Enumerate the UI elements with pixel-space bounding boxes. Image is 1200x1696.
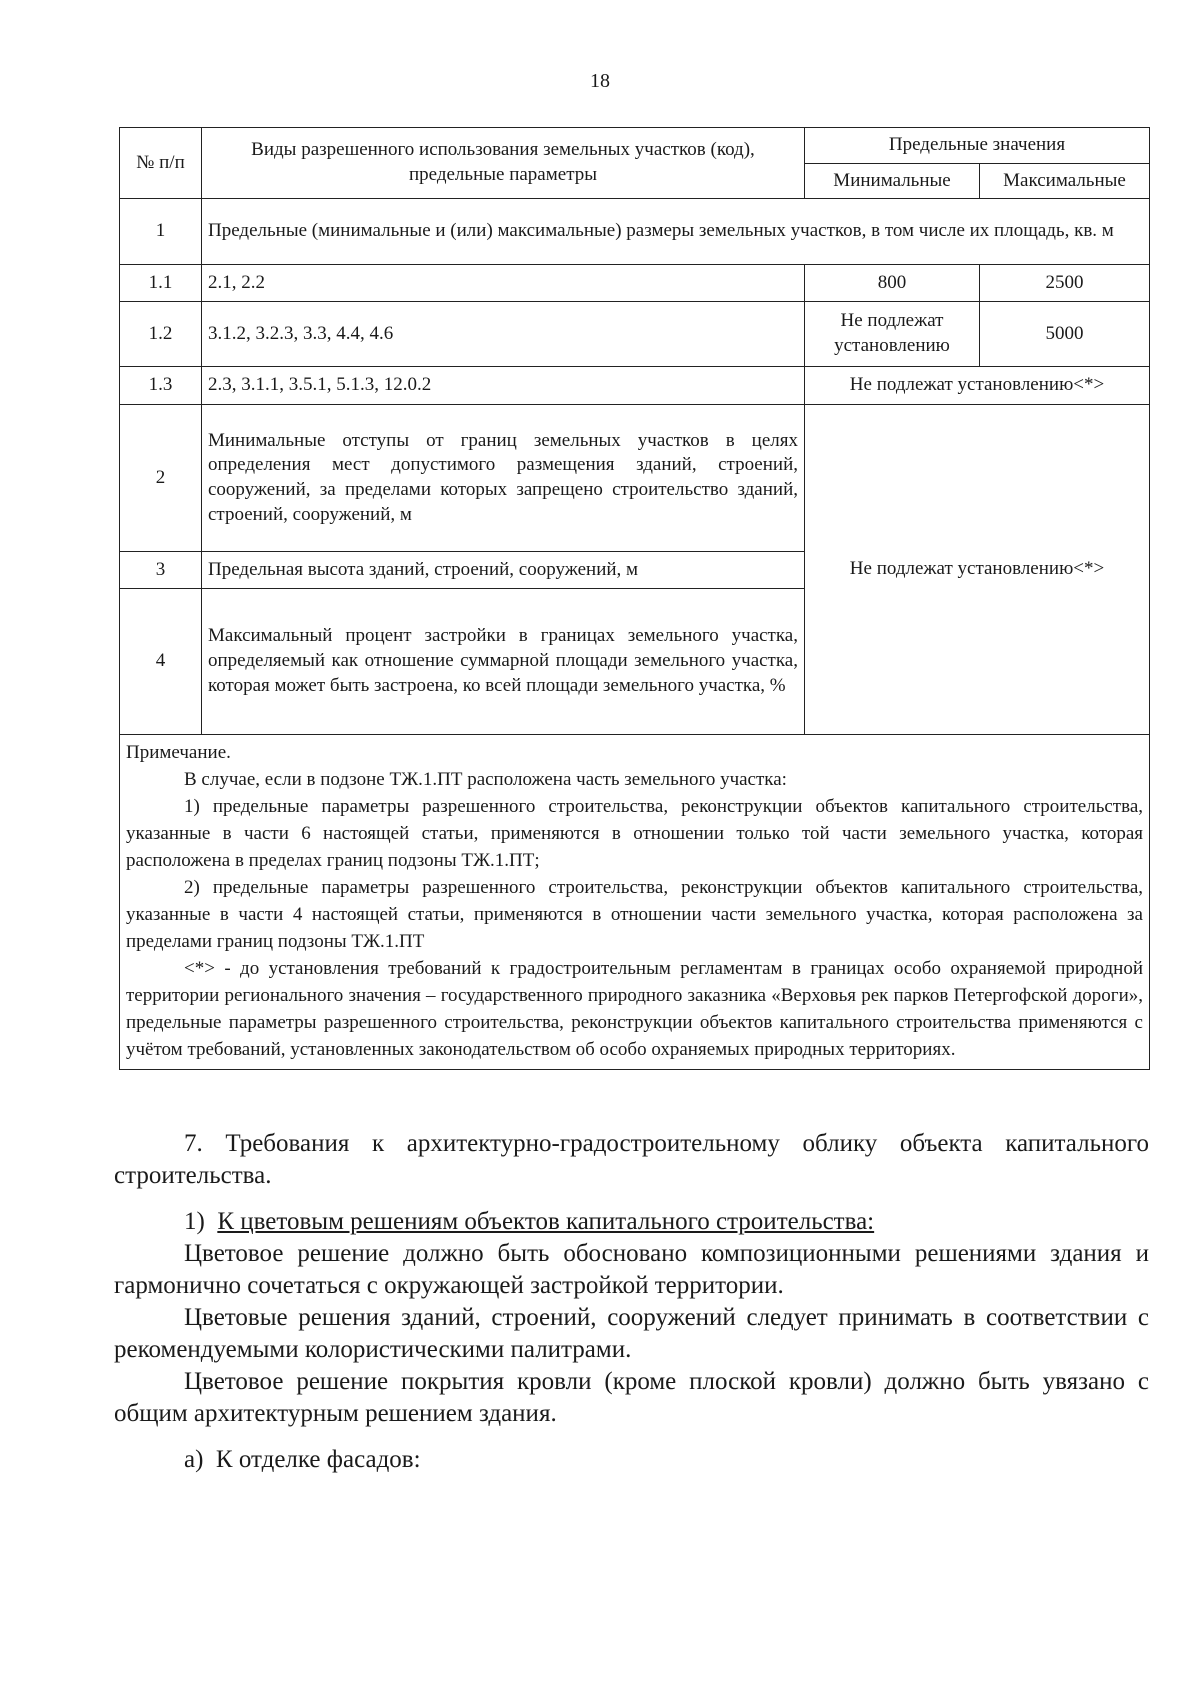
row-num: 4 xyxy=(120,589,202,735)
row-min: Не подлежат установлению xyxy=(805,302,980,367)
paragraph-color-3: Цветовое решение покрытия кровли (кроме плоской кровли) должно быть увязано с общим архитектурным решением здания. xyxy=(114,1368,1149,1427)
header-min: Минимальные xyxy=(805,164,980,199)
row-text: 3.1.2, 3.2.3, 3.3, 4.4, 4.6 xyxy=(202,302,805,367)
color-heading-text: К цветовым решениям объектов капитального строительства: xyxy=(217,1208,875,1235)
row-num: 2 xyxy=(120,405,202,552)
note-cell xyxy=(120,735,1150,1070)
header-max: Максимальные xyxy=(980,164,1150,199)
table-row xyxy=(120,405,1150,552)
row-text: 2.3, 3.1.1, 3.5.1, 5.1.3, 12.0.2 xyxy=(202,367,805,405)
row-text: Предельная высота зданий, строений, сооружений, м xyxy=(202,552,805,589)
header-limits: Предельные значения xyxy=(805,128,1150,164)
row-num: 3 xyxy=(120,552,202,589)
facades-heading-text: К отделке фасадов: xyxy=(215,1446,421,1473)
row-text: Предельные (минимальные и (или) максимальные) размеры земельных участков, в том числе их площадь, кв. м xyxy=(202,199,1150,265)
page-number: 18 xyxy=(590,70,610,92)
row-num: 1.3 xyxy=(120,367,202,405)
list-marker: 1) xyxy=(184,1208,205,1235)
note-item-1: 1) предельные параметры разрешенного строительства, реконструкции объектов капитального строительства, указанные в части 6 настоящей статьи, применяются в отношении только той части земельного участка, которая расположена в пределах границ подзоны ТЖ.1.ПТ; xyxy=(126,796,1143,871)
row-min: 800 xyxy=(805,265,980,302)
table-row xyxy=(120,199,1150,265)
table-row xyxy=(120,302,1150,367)
row-text: Минимальные отступы от границ земельных участков в целях определения мест допустимого размещения зданий, строений, сооружений, за пределами которых запрещено строительство зданий, строений, сооружений, м xyxy=(202,405,805,552)
row-max: 5000 xyxy=(980,302,1150,367)
header-types: Виды разрешенного использования земельных участков (код), предельные параметры xyxy=(202,128,805,199)
merged-value: Не подлежат установлению<*> xyxy=(805,405,1150,735)
note-row xyxy=(120,735,1150,1070)
note-item-2: 2) предельные параметры разрешенного строительства, реконструкции объектов капитального строительства, указанные в части 4 настоящей статьи, применяются в отношении части земельного участка, которая расположена за пределами границ подзоны ТЖ.1.ПТ xyxy=(126,877,1143,952)
row-text: Максимальный процент застройки в границах земельного участка, определяемый как отношение суммарной площади земельного участка, которая может быть застроена, ко всей площади земельного участка, % xyxy=(202,589,805,735)
row-value: Не подлежат установлению<*> xyxy=(805,367,1150,405)
table-row xyxy=(120,367,1150,405)
row-max: 2500 xyxy=(980,265,1150,302)
row-num: 1.1 xyxy=(120,265,202,302)
note-footnote: <*> - до установления требований к градостроительным регламентам в границах особо охраняемой природной территории регионального значения – государственного природного заказника «Верховья рек парков Петергофской дороги», предельные параметры разрешенного строительства, реконструкции объектов капитального строительства применяются с учётом требований, установленных законодательством об особо охраняемых природных территориях. xyxy=(126,958,1143,1060)
paragraph-color-heading xyxy=(114,1206,1149,1238)
paragraph-color-2: Цветовые решения зданий, строений, сооружений следует принимать в соответствии с рекомендуемыми колористическими палитрами. xyxy=(114,1304,1149,1363)
paragraph-facades xyxy=(114,1444,1149,1476)
list-marker: а) xyxy=(184,1446,204,1473)
row-num: 1 xyxy=(120,199,202,265)
note-title: Примечание. xyxy=(126,742,231,763)
row-text: 2.1, 2.2 xyxy=(202,265,805,302)
paragraph-color-1: Цветовое решение должно быть обосновано композиционными решениями здания и гармонично сочетаться с окружающей застройкой территории. xyxy=(114,1240,1149,1299)
paragraph-requirements: 7. Требования к архитектурно-градостроительному облику объекта капитального строительства. xyxy=(114,1130,1149,1189)
header-num: № п/п xyxy=(120,128,202,199)
table-header-row xyxy=(120,128,1150,164)
body-text xyxy=(114,1128,1149,1476)
row-num: 1.2 xyxy=(120,302,202,367)
note-intro: В случае, если в подзоне ТЖ.1.ПТ расположена часть земельного участка: xyxy=(184,769,787,790)
table-row xyxy=(120,265,1150,302)
parameters-table xyxy=(119,127,1150,1070)
